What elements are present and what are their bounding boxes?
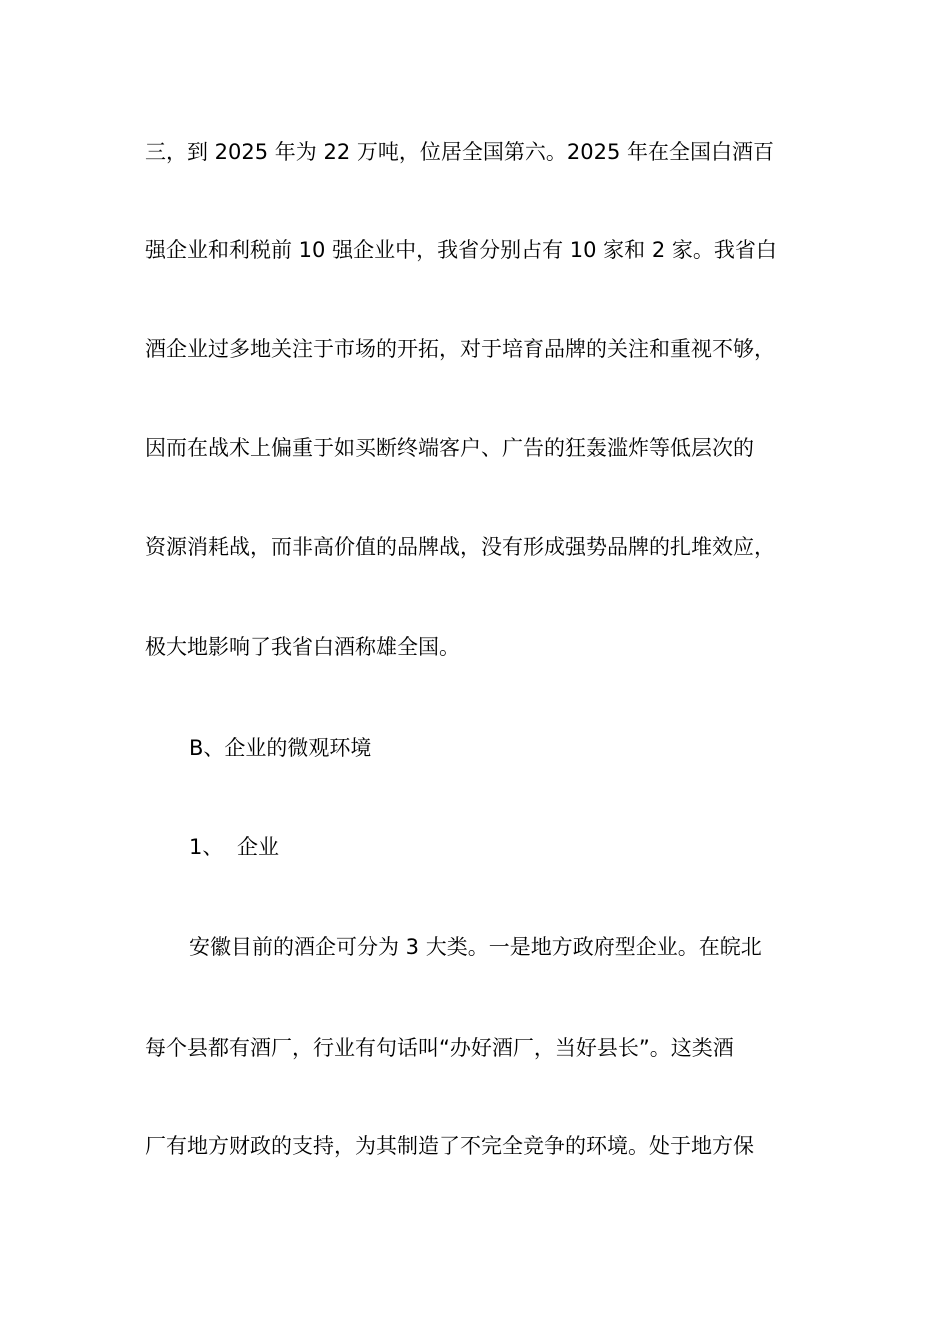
paragraph-line: 每个县都有酒厂，行业有句话叫“办好酒厂，当好县长”。这类酒 xyxy=(145,1036,734,1060)
paragraph-line: 强企业和利税前 10 强企业中，我省分别占有 10 家和 2 家。我省白 xyxy=(145,238,777,262)
subheading-number: 1、 xyxy=(189,835,224,859)
paragraph-line: 极大地影响了我省白酒称雄全国。 xyxy=(145,635,460,659)
paragraph-line: 三，到 2025 年为 22 万吨，位居全国第六。2025 年在全国白酒百 xyxy=(145,140,774,164)
paragraph-line: 资源消耗战，而非高价值的品牌战，没有形成强势品牌的扎堆效应， xyxy=(145,535,775,559)
paragraph-line: 厂有地方财政的支持，为其制造了不完全竞争的环境。处于地方保 xyxy=(145,1134,754,1158)
paragraph-line: 酒企业过多地关注于市场的开拓，对于培育品牌的关注和重视不够， xyxy=(145,337,775,361)
paragraph-line: 因而在战术上偏重于如买断终端客户、广告的狂轰滥炸等低层次的 xyxy=(145,436,754,460)
paragraph-line: 安徽目前的酒企可分为 3 大类。一是地方政府型企业。在皖北 xyxy=(189,935,762,959)
section-heading: B、企业的微观环境 xyxy=(189,736,372,760)
subheading-text: 企业 xyxy=(237,835,279,859)
